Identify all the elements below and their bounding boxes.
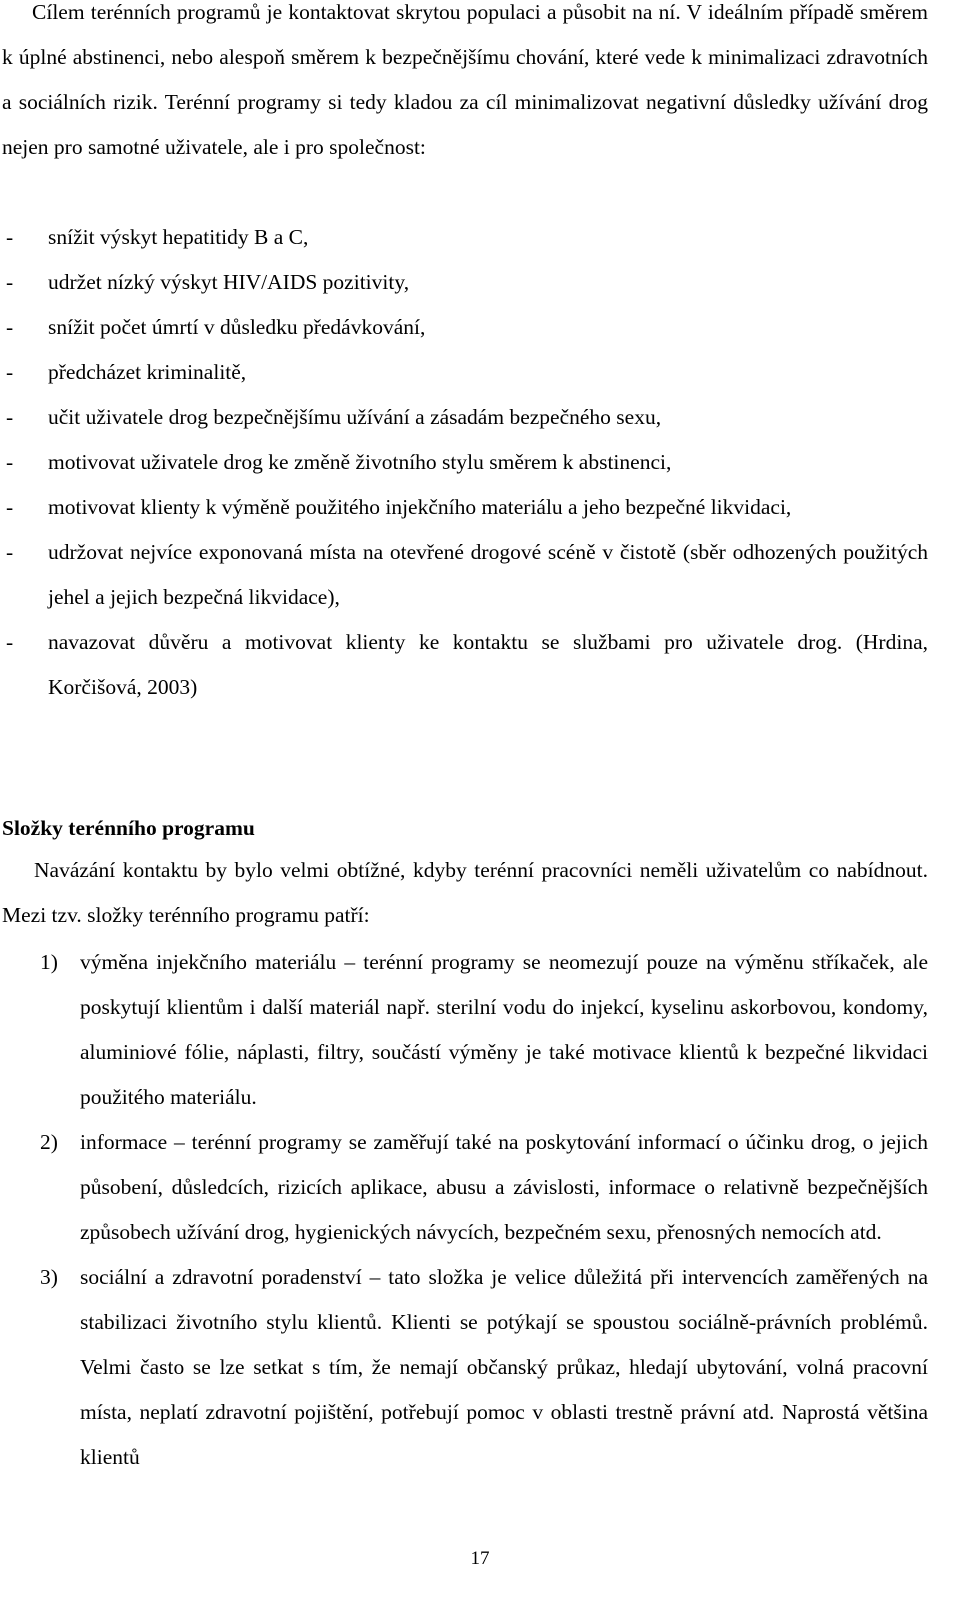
- list-marker: -: [6, 630, 14, 654]
- section-heading: Složky terénního programu: [2, 816, 255, 840]
- list-marker: -: [6, 270, 14, 294]
- list-marker: -: [6, 495, 14, 519]
- intro-paragraph: Cílem terénních programů je kontaktovat skrytou populaci a působit na ní. V ideálním případě směrem k úplné abstinenci, nebo alespoň směrem k bezpečnějšímu chování, které vede k minimalizaci zdravotních a sociálních rizik. Terénní programy si tedy kladou za cíl minimalizovat negativní důsledky užívání drog nejen pro samotné uživatele, ale i pro společnost:: [2, 0, 928, 159]
- list-item: [2, 395, 928, 440]
- list-marker: -: [6, 360, 14, 384]
- list-item: [2, 215, 928, 260]
- list-item-text: navazovat důvěru a motivovat klienty ke kontaktu se službami pro uživatele drog. (Hrdina, Korčišová, 2003): [48, 630, 928, 699]
- list-item: [2, 1255, 928, 1480]
- list-item: [2, 305, 928, 350]
- list-marker: -: [6, 315, 14, 339]
- list-marker: -: [6, 450, 14, 474]
- list-marker: -: [6, 225, 14, 249]
- list-item-text: sociální a zdravotní poradenství – tato složka je velice důležitá při intervencích zaměřených na stabilizaci životního stylu klientů. Klienti se potýkají se spoustou sociálně-právních problémů. Velmi často se lze setkat s tím, že nemají občanský průkaz, hledají ubytování, volná pracovní místa, neplatí zdravotní pojištění, potřebují pomoc v oblasti trestně právní atd. Naprostá většina klientů: [80, 1265, 928, 1469]
- list-item-text: výměna injekčního materiálu – terénní programy se neomezují pouze na výměnu stříkaček, ale poskytují klientům i další materiál např. sterilní vodu do injekcí, kyselinu askorbovou, kondomy, aluminiové fólie, náplasti, filtry, součástí výměny je také motivace klientů k bezpečné likvidaci použitého materiálu.: [80, 950, 928, 1109]
- list-item: [2, 1120, 928, 1255]
- list-item: [2, 440, 928, 485]
- list-marker: -: [6, 540, 14, 564]
- list-item: [2, 530, 928, 620]
- list-number: 2): [40, 1130, 58, 1154]
- list-item-text: informace – terénní programy se zaměřují také na poskytování informací o účinku drog, o jejich působení, důsledcích, rizicích aplikace, abusu a závislosti, informace o relativně bezpečnějších způsobech užívání drog, hygienických návycích, bezpečném sexu, přenosných nemocích atd.: [80, 1130, 928, 1244]
- page-number: 17: [470, 1548, 490, 1569]
- list-item-text: motivovat uživatele drog ke změně životního stylu směrem k abstinenci,: [48, 450, 672, 474]
- list-item: [2, 350, 928, 395]
- list-item-text: snížit počet úmrtí v důsledku předávkování,: [48, 315, 426, 339]
- list-item-text: učit uživatele drog bezpečnějšímu užívání a zásadám bezpečného sexu,: [48, 405, 662, 429]
- list-item: [2, 260, 928, 305]
- list-marker: -: [6, 405, 14, 429]
- list-item-text: udržovat nejvíce exponovaná místa na otevřené drogové scéně v čistotě (sběr odhozených použitých jehel a jejich bezpečná likvidace),: [48, 540, 928, 609]
- list-number: 3): [40, 1265, 58, 1289]
- list-number: 1): [40, 950, 58, 974]
- list-item: [2, 620, 928, 710]
- list-item: [2, 485, 928, 530]
- list-item-text: předcházet kriminalitě,: [48, 360, 247, 384]
- list-item-text: motivovat klienty k výměně použitého injekčního materiálu a jeho bezpečné likvidaci,: [48, 495, 792, 519]
- components-list: [2, 940, 928, 1480]
- list-item-text: snížit výskyt hepatitidy B a C,: [48, 225, 309, 249]
- section-intro-paragraph: Navázání kontaktu by bylo velmi obtížné, kdyby terénní pracovníci neměli uživatelům co nabídnout. Mezi tzv. složky terénního programu patří:: [2, 858, 928, 927]
- list-item: [2, 940, 928, 1120]
- goals-list: [2, 215, 928, 710]
- list-item-text: udržet nízký výskyt HIV/AIDS pozitivity,: [48, 270, 410, 294]
